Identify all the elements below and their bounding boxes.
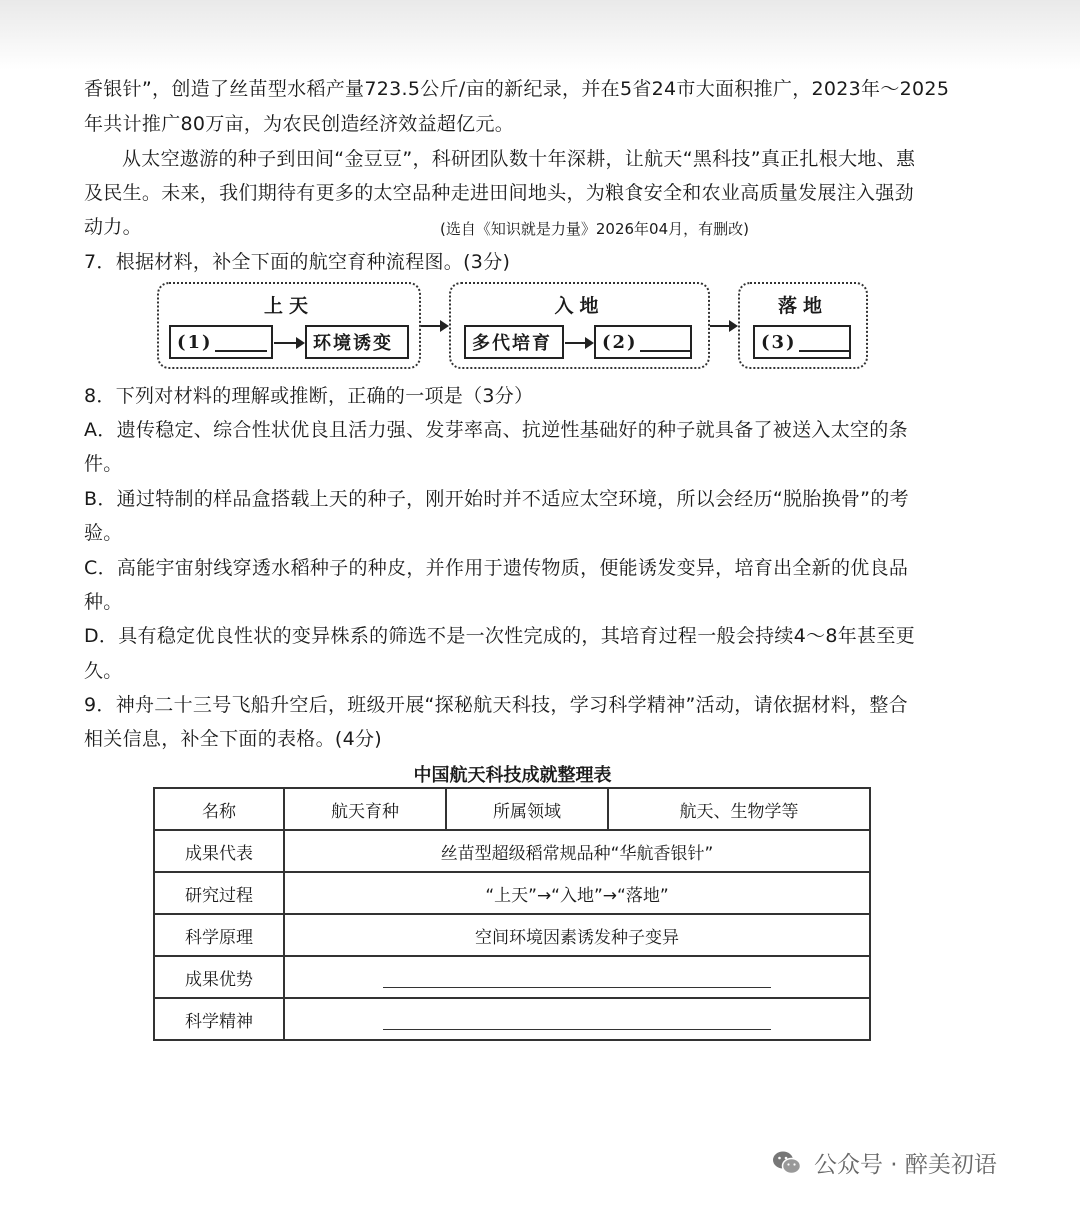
table-header-cell: 名称 xyxy=(154,788,284,830)
table-header-cell: 所属领域 xyxy=(446,788,608,830)
blank-line xyxy=(383,973,771,988)
row-label: 科学原理 xyxy=(154,914,284,956)
row-value: 空间环境因素诱发种子变异 xyxy=(284,914,870,956)
passage-line: 从太空遨游的种子到田间“金豆豆”，科研团队数十年深耕，让航天“黑科技”真正扎根大地、惠 xyxy=(122,148,916,170)
blank-box-1[interactable] xyxy=(169,325,273,359)
row-label: 成果代表 xyxy=(154,830,284,872)
stage-title: 落地 xyxy=(777,295,828,317)
table-header-row xyxy=(154,788,870,830)
blank-box-2[interactable] xyxy=(594,325,692,359)
q8-option: D．具有稳定优良性状的变异株系的筛选不是一次性完成的，其培育过程一般会持续4～8年甚至更 xyxy=(84,625,916,647)
blank-label: (1) xyxy=(177,331,213,353)
q8-prompt: 8．下列对材料的理解或推断，正确的一项是（3分） xyxy=(84,385,534,407)
q8-option: A．遗传稳定、综合性状优良且活力强、发芽率高、抗逆性基础好的种子就具备了被送入太空的条 xyxy=(84,419,908,441)
q8-option: C．高能宇宙射线穿透水稻种子的种皮，并作用于遗传物质，便能诱发变异，培育出全新的优良品 xyxy=(84,557,909,579)
flow-box: 多代培育 xyxy=(464,325,564,359)
q8-option: B．通过特制的样品盒搭载上天的种子，刚开始时并不适应太空环境，所以会经历“脱胎换骨”的考 xyxy=(84,488,909,510)
table-row xyxy=(154,998,870,1040)
blank-box-3[interactable] xyxy=(753,325,851,359)
passage-line: 年共计推广80万亩，为农民创造经济效益超亿元。 xyxy=(84,113,515,135)
blank-label: (2) xyxy=(602,331,638,353)
table-row xyxy=(154,872,870,914)
answer-blank-advantage[interactable] xyxy=(284,956,870,998)
stage-title: 入地 xyxy=(554,295,605,317)
blank-line xyxy=(640,332,690,352)
arrow-icon xyxy=(710,325,736,327)
passage-line: 香银针”，创造了丝苗型水稻产量723.5公斤/亩的新纪录，并在5省24市大面积推广，2023年～2025 xyxy=(84,78,950,100)
row-label: 科学精神 xyxy=(154,998,284,1040)
wechat-icon xyxy=(772,1150,802,1176)
stage-title: 上天 xyxy=(263,295,314,317)
arrow-icon xyxy=(421,325,447,327)
arrow-icon xyxy=(274,342,303,344)
blank-label: (3) xyxy=(761,331,797,353)
row-value: 丝苗型超级稻常规品种“华航香银针” xyxy=(284,830,870,872)
watermark-text: 公众号 · 醉美初语 xyxy=(814,1152,997,1178)
q8-option: 件。 xyxy=(84,453,123,475)
watermark xyxy=(772,1146,997,1179)
row-label: 研究过程 xyxy=(154,872,284,914)
flow-box: 环境诱变 xyxy=(305,325,409,359)
blank-line xyxy=(383,1015,771,1030)
q9-prompt: 9．神舟二十三号飞船升空后，班级开展“探秘航天科技，学习科学精神”活动，请依据材料，整合 xyxy=(84,694,908,716)
arrow-icon xyxy=(565,342,592,344)
table-row xyxy=(154,914,870,956)
q8-option: 久。 xyxy=(84,660,123,682)
answer-blank-spirit[interactable] xyxy=(284,998,870,1040)
table-header-cell: 航天育种 xyxy=(284,788,446,830)
row-value: “上天”→“入地”→“落地” xyxy=(284,872,870,914)
blank-line xyxy=(799,332,849,352)
q8-option: 种。 xyxy=(84,591,123,613)
passage-line: 及民生。未来，我们期待有更多的太空品种走进田间地头，为粮食安全和农业高质量发展注入强劲 xyxy=(84,182,914,204)
table-row xyxy=(154,956,870,998)
achievement-table xyxy=(153,787,871,1041)
table-row xyxy=(154,830,870,872)
blank-line xyxy=(215,332,267,352)
row-label: 成果优势 xyxy=(154,956,284,998)
q7-prompt: 7．根据材料，补全下面的航空育种流程图。(3分) xyxy=(84,251,511,273)
q8-option: 验。 xyxy=(84,522,123,544)
q9-prompt: 相关信息，补全下面的表格。(4分) xyxy=(84,728,383,750)
passage-source: (选自《知识就是力量》2026年04月，有删改) xyxy=(440,220,749,238)
table-header-cell: 航天、生物学等 xyxy=(608,788,870,830)
passage-line: 动力。 xyxy=(84,216,142,238)
table-title: 中国航天科技成就整理表 xyxy=(413,765,612,786)
